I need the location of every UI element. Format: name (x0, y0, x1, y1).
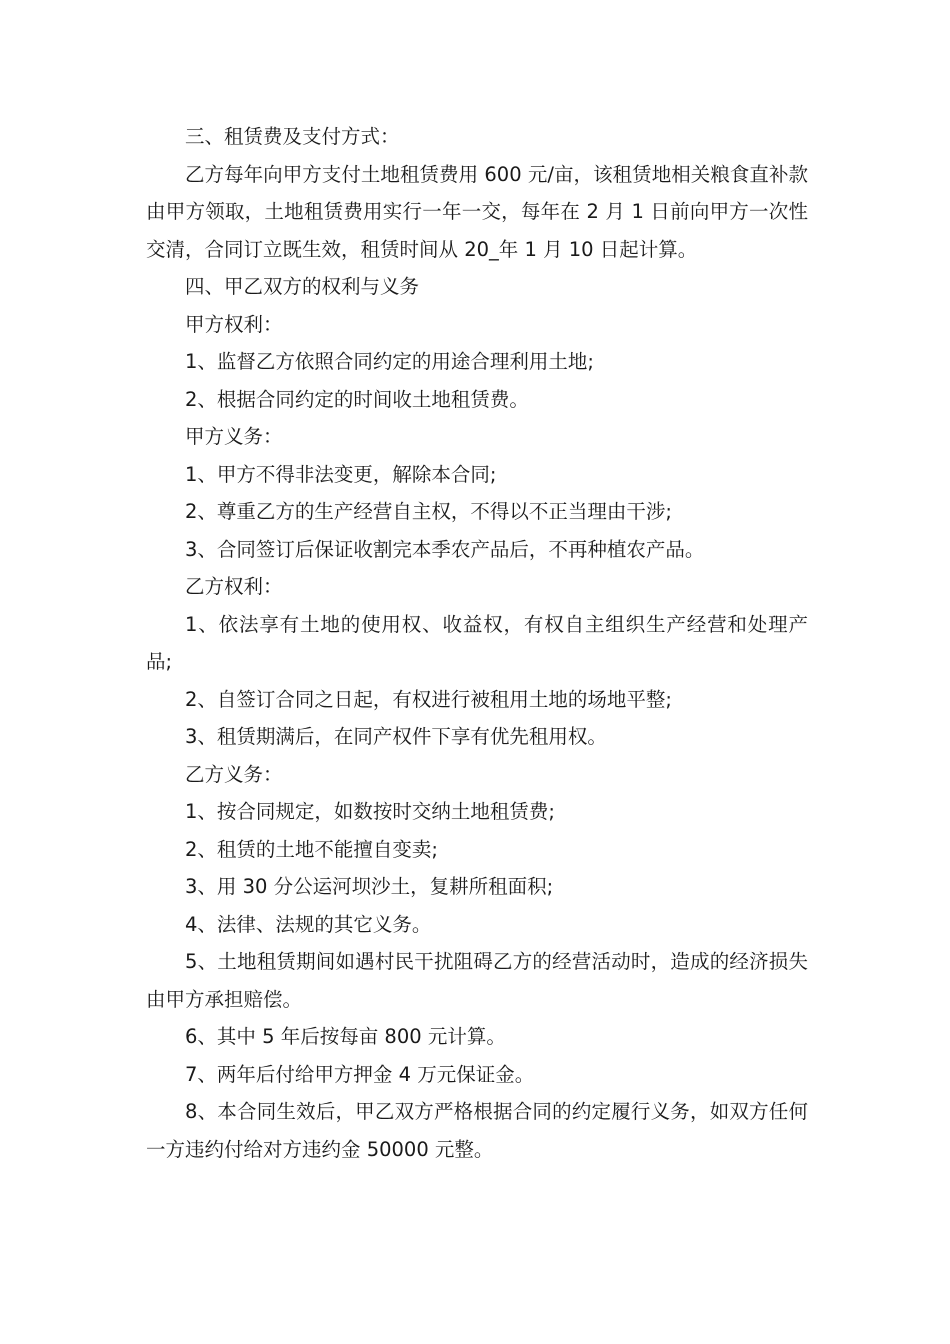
list-item: 2、根据合同约定的时间收土地租赁费。 (185, 387, 529, 411)
document-body (146, 118, 808, 1168)
section-heading-rights-obligations: 四、甲乙双方的权利与义务 (185, 275, 420, 298)
subheading-party-a-rights: 甲方权利： (185, 312, 283, 336)
list-item: 5、土地租赁期间如遇村民干扰阻碍乙方的经营活动时，造成的经济损失由甲方承担赔偿。 (146, 950, 808, 1011)
list-item: 2、尊重乙方的生产经营自主权，不得以不正当理由干涉; (185, 500, 672, 523)
subheading-party-b-rights: 乙方权利： (185, 575, 283, 598)
list-item: 1、甲方不得非法变更，解除本合同; (185, 462, 497, 486)
section-heading-rent-payment: 三、租赁费及支付方式： (185, 125, 400, 148)
list-item: 4、法律、法规的其它义务。 (185, 912, 432, 936)
list-item: 2、租赁的土地不能擅自变卖; (185, 837, 438, 861)
list-item: 1、按合同规定，如数按时交纳土地租赁费; (185, 800, 555, 823)
list-item: 3、用 30 分公运河坝沙土，复耕所租面积; (185, 875, 554, 898)
list-item: 1、依法享有土地的使用权、收益权，有权自主组织生产经营和处理产品; (146, 612, 808, 673)
subheading-party-a-obligations: 甲方义务： (185, 425, 283, 448)
list-item: 2、自签订合同之日起，有权进行被租用土地的场地平整; (185, 687, 672, 711)
subheading-party-b-obligations: 乙方义务： (185, 762, 283, 786)
list-item: 8、本合同生效后，甲乙双方严格根据合同的约定履行义务，如双方任何一方违约付给对方违约金 50000 元整。 (146, 1100, 808, 1161)
list-item: 7、两年后付给甲方押金 4 万元保证金。 (185, 1062, 535, 1086)
list-item: 3、租赁期满后，在同产权件下享有优先租用权。 (185, 725, 607, 748)
paragraph-rent-terms: 乙方每年向甲方支付土地租赁费用 600 元/亩，该租赁地相关粮食直补款由甲方领取，土地租赁费用实行一年一交，每年在 2 月 1 日前向甲方一次性交清，合同订立既生效，租赁时间从 20_年 1 月 10 日起计算。 (146, 162, 808, 261)
list-item: 3、合同签订后保证收割完本季农产品后，不再种植农产品。 (185, 537, 705, 561)
list-item: 6、其中 5 年后按每亩 800 元计算。 (185, 1025, 506, 1048)
list-item: 1、监督乙方依照合同约定的用途合理利用土地; (185, 350, 594, 373)
